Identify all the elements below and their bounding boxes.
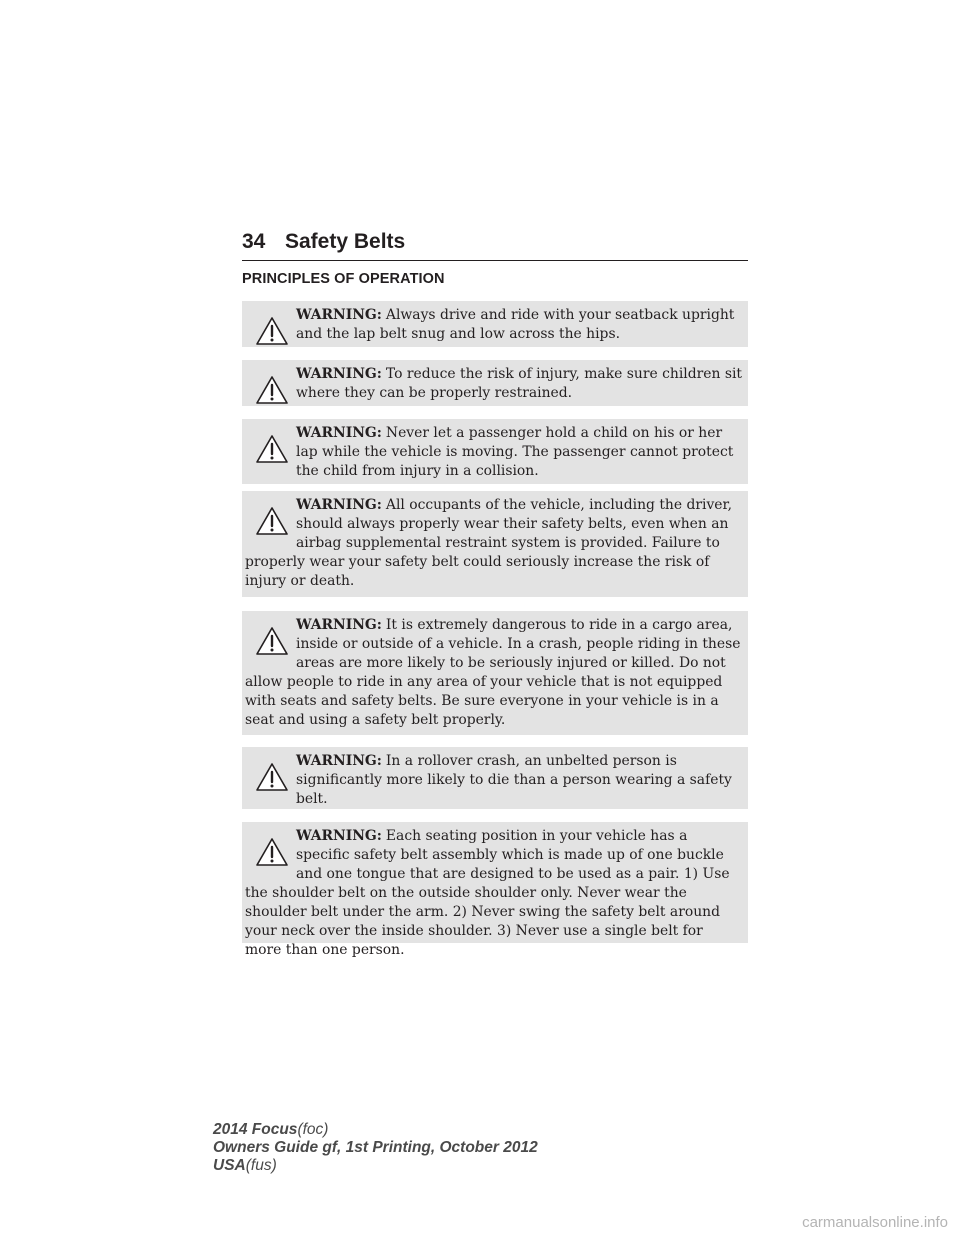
warning-text: Never let a passenger hold a child on his or her lap while the vehicle is moving. The passenger cannot protect the child from injury in a collision.	[296, 425, 734, 479]
warning-label: WARNING:	[296, 617, 382, 633]
warning-box	[242, 822, 748, 958]
section-title: PRINCIPLES OF OPERATION	[242, 271, 445, 287]
warning-label: WARNING:	[296, 307, 382, 323]
warning-box	[242, 301, 748, 347]
warning-triangle-icon	[253, 373, 291, 407]
site-watermark: carmanualsonline.info	[802, 1214, 948, 1231]
warning-triangle-icon	[253, 432, 291, 466]
footer-line-printing: Owners Guide gf, 1st Printing, October 2012	[213, 1139, 538, 1156]
warning-label: WARNING:	[296, 366, 382, 382]
warning-label: WARNING:	[296, 753, 382, 769]
warning-label: WARNING:	[296, 828, 382, 844]
warning-box	[242, 611, 748, 735]
warning-text: Each seating position in your vehicle has a specific safety belt assembly which is made up of one buckle and one tongue that are designed to be used as a pair. 1) Use the shoulder belt on the outside shoulder only. Never wear the shoulder belt under the arm. 2) Never swing the safety belt around your neck over the inside shoulder. 3) Never use a single belt for more than one person.	[245, 828, 730, 958]
warning-text: It is extremely dangerous to ride in a cargo area, inside or outside of a vehicle. In a crash, people riding in these areas are more likely to be seriously injured or killed. Do not allow people to ride in any area of your vehicle that is not equipped with seats and safety belts. Be sure everyone in your vehicle is in a seat and using a safety belt properly.	[245, 617, 741, 728]
page-header	[242, 228, 748, 261]
footer-line-model: 2014 Focus(foc)	[213, 1121, 329, 1138]
warning-triangle-icon	[253, 504, 291, 538]
warning-box	[242, 747, 748, 809]
warning-triangle-icon	[253, 314, 291, 348]
warning-text: To reduce the risk of injury, make sure children sit where they can be properly restrained.	[296, 366, 742, 401]
warning-box	[242, 419, 748, 484]
warning-text: In a rollover crash, an unbelted person is significantly more likely to die than a person wearing a safety belt.	[296, 753, 732, 807]
warning-text: Always drive and ride with your seatback upright and the lap belt snug and low across the hips.	[296, 307, 735, 342]
warning-text: All occupants of the vehicle, including the driver, should always properly wear their safety belts, even when an airbag supplemental restraint system is provided. Failure to properly wear your safety belt could seriously increase the risk of injury or death.	[245, 497, 733, 589]
page-number: 34	[242, 230, 266, 253]
warning-triangle-icon	[253, 835, 291, 869]
warning-box	[242, 360, 748, 406]
warning-label: WARNING:	[296, 497, 382, 513]
footer-line-market: USA(fus)	[213, 1157, 277, 1174]
chapter-title: Safety Belts	[285, 230, 406, 253]
warning-box	[242, 491, 748, 597]
warning-triangle-icon	[253, 624, 291, 658]
warning-label: WARNING:	[296, 425, 382, 441]
warning-triangle-icon	[253, 760, 291, 794]
document-footer	[213, 1121, 538, 1175]
